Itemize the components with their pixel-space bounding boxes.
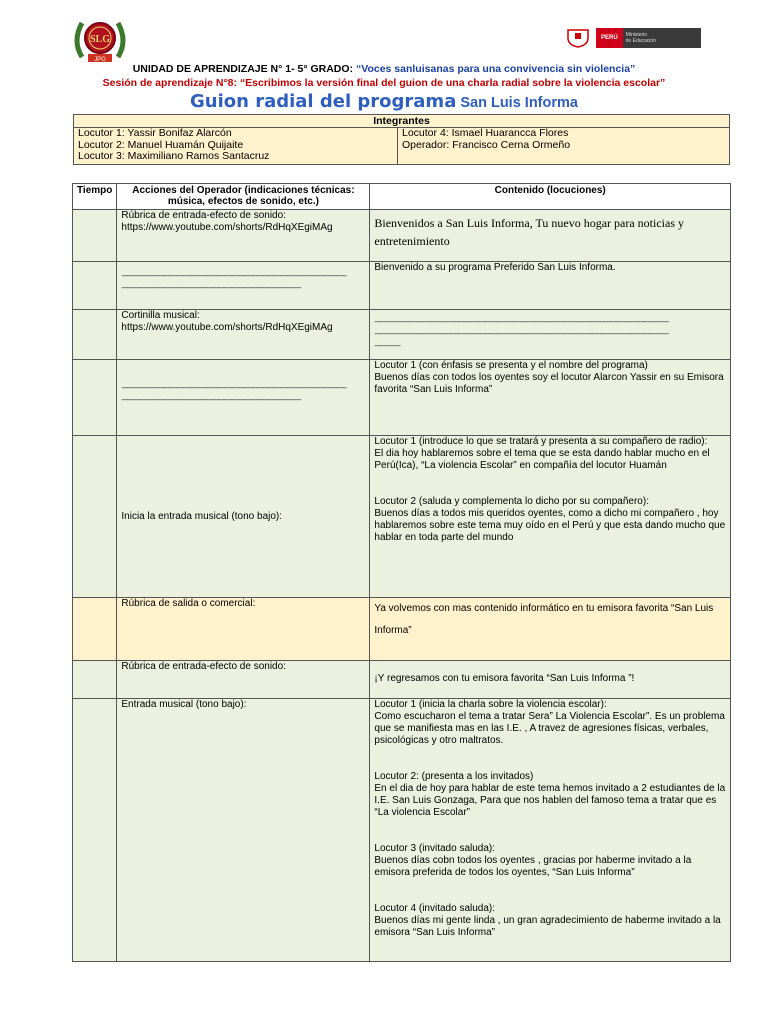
action-cell [117, 210, 370, 262]
content-cell [370, 699, 731, 962]
crest-initials: SLG [89, 34, 111, 45]
action-cell: Rúbrica de entrada-efecto de sonido: [117, 661, 370, 699]
content-cell: Ya volvemos con mas contenido informático en tu emisora favorita “San Luis Informa” [370, 598, 731, 661]
table-row [73, 360, 731, 436]
speaker-line: Buenos días a todos mis queridos oyentes, como a dicho mi compañero , hoy hablaremos sobre este tema muy oído en el Perú y que esta dando mucho que hablar en toda parte del mundo [374, 508, 726, 543]
header-contenido: Contenido (locuciones) [370, 184, 731, 210]
speaker-line: Buenos días con todos los oyentes soy el locutor Alarcon Yassir en su Emisora favorita “San Luis Informa” [374, 372, 724, 395]
speaker-cue: Locutor 4 (invitado saluda): [374, 903, 496, 914]
table-row [73, 262, 731, 310]
speaker-line: En el dia de hoy para hablar de este tema hemos invitado a 2 estudiantes de la I.E. San Luis Gonzaga, Para que nos hablen del famoso tema a tratar que es “La violencia Escolar” [374, 783, 726, 818]
content-cell [370, 310, 731, 360]
action-cell [117, 360, 370, 436]
action-text: Cortinilla musical: [121, 310, 200, 321]
unit-label: UNIDAD DE APRENDIZAJE N° 1- 5° GRADO: [132, 63, 356, 75]
action-cell: Inicia la entrada musical (tono bajo): [117, 436, 370, 598]
time-cell [73, 598, 117, 661]
speaker-line: Buenos días mi gente linda , un gran agradecimiento de haberme invitado a la emisora “San Luis Informa” [374, 915, 721, 938]
table-row [73, 661, 731, 699]
speaker-line: Buenos días cobn todos los oyentes , gracias por haberme invitado a la emisora preferida de todos los oyentes, “San Luis Informa” [374, 855, 692, 878]
time-cell [73, 262, 117, 310]
placeholder-dashes: ---------------------------------------------------------------------------------------------------------------------------------------- [374, 329, 669, 338]
action-cell [117, 262, 370, 310]
peru-shield-icon [566, 28, 590, 48]
speaker-cue: Locutor 1 (introduce lo que se tratará y presenta a su compañero de radio): [374, 436, 708, 447]
time-cell [73, 310, 117, 360]
action-link: https://www.youtube.com/shorts/RdHqXEgiMAg [121, 322, 333, 333]
members-left-cell [74, 128, 398, 165]
time-cell [73, 699, 117, 962]
table-row [73, 436, 731, 598]
action-cell [117, 310, 370, 360]
table-row [73, 210, 731, 262]
speaker-cue: Locutor 2 (saluda y complementa lo dicho por su compañero): [374, 496, 649, 507]
member-name: Operador: Francisco Cerna Ormeño [402, 138, 571, 151]
content-cell: ¡Y regresamos con tu emisora favorita “San Luis Informa ”! [370, 661, 731, 699]
speaker-line: El dia hoy hablaremos sobre el tema que se esta dando hablar mucho en el Perú(Ica), “La violencia Escolar” en compañía del locutor Huamán [374, 448, 710, 471]
peru-label: PERÚ [596, 28, 623, 48]
members-table [73, 114, 730, 165]
content-cell [370, 436, 731, 598]
placeholder-dashes: ---------------------------------------------------------------------------------------------------------------------------------------- [374, 317, 669, 326]
table-row [73, 598, 731, 661]
crest-banner-text: JPG [94, 57, 106, 63]
time-cell [73, 436, 117, 598]
speaker-cue: Locutor 1 (con énfasis se presenta y el nombre del programa) [374, 360, 648, 371]
radio-script-table [72, 183, 731, 962]
content-cell: Bienvenidos a San Luis Informa, Tu nuevo hogar para noticias y entretenimiento [370, 210, 731, 262]
time-cell [73, 661, 117, 699]
members-right-cell [398, 128, 730, 165]
action-text: Rúbrica de entrada-efecto de sonido: [121, 210, 286, 221]
unit-title: “Voces sanluisanas para una convivencia sin violencia” [355, 63, 636, 75]
action-cell: Rúbrica de salida o comercial: [117, 598, 370, 661]
time-cell [73, 360, 117, 436]
document-title [0, 91, 768, 112]
header-acciones: Acciones del Operador (indicaciones técnicas: música, efectos de sonido, etc.) [117, 184, 370, 210]
ministry-line2: de Educación [625, 38, 656, 44]
speaker-line: Como escucharon el tema a tratar Sera” La Violencia Escolar”. Es un problema que se manifiesta mas en las I.E. , A travez de agresiones físicas, verbales, psicológicas y otro maltratos. [374, 711, 725, 746]
placeholder-dashes: ----------------------------------------------------------------------------------- [121, 283, 302, 292]
program-name: San Luis Informa [460, 95, 578, 111]
member-name: Locutor 3: Maximiliano Ramos Santacruz [78, 150, 270, 162]
unit-heading [0, 63, 768, 75]
time-cell [73, 210, 117, 262]
table-row [73, 310, 731, 360]
speaker-cue: Locutor 2: (presenta a los invitados) [374, 771, 534, 782]
ministry-label [623, 28, 701, 48]
member-name: Locutor 2: Manuel Huamán Quijaite [78, 138, 244, 151]
placeholder-dashes: -------------------------------------------------------------------------------------------------------- [121, 383, 347, 392]
session-heading: Sesión de aprendizaje N°8: “Escribimos la versión final del guion de una charla radial sobre la violencia escolar” [102, 77, 666, 89]
speaker-cue: Locutor 1 (inicia la charla sobre la violencia escolar): [374, 699, 607, 710]
speaker-cue: Locutor 3 (invitado saluda): [374, 843, 496, 854]
placeholder-dashes: -------------------------------------------------------------------------------------------------------- [121, 271, 347, 280]
placeholder-dashes: ------------ [374, 341, 401, 350]
ministry-line1: Ministerio [625, 32, 648, 38]
school-crest-logo [70, 17, 130, 65]
member-name: Locutor 1: Yassir Bonifaz Alarcón [78, 127, 232, 139]
member-name: Locutor 4: Ismael Huarancca Flores [402, 127, 569, 139]
ministry-logo [566, 28, 701, 48]
table-row [73, 699, 731, 962]
content-cell [370, 360, 731, 436]
header-tiempo: Tiempo [73, 184, 117, 210]
title-main: Guion radial del programa [190, 91, 457, 112]
content-cell: Bienvenido a su programa Preferido San Luis Informa. [370, 262, 731, 310]
action-cell: Entrada musical (tono bajo): [117, 699, 370, 962]
action-link: https://www.youtube.com/shorts/RdHqXEgiMAg [121, 222, 333, 233]
members-heading: Integrantes [74, 115, 730, 128]
placeholder-dashes: ----------------------------------------------------------------------------------- [121, 395, 302, 404]
